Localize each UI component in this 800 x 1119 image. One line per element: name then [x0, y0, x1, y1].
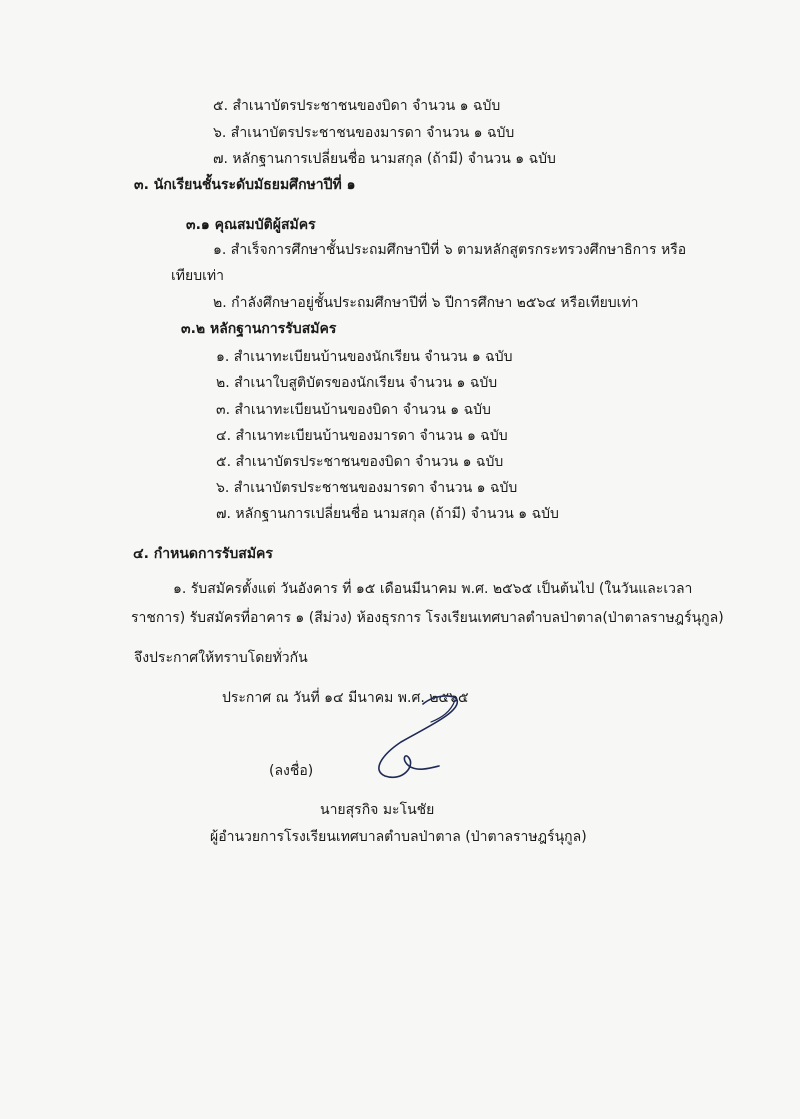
evidence-item-5: ๕. สำเนาบัตรประชาชนของบิดา จำนวน ๑ ฉบับ — [216, 454, 504, 470]
schedule-line-1: ๑. รับสมัครตั้งแต่ วันอังคาร ที่ ๑๕ เดือนมีนาคม พ.ศ. ๒๕๖๕ เป็นต้นไป (ในวันและเวลา — [173, 581, 693, 597]
intro-item-6: ๖. สำเนาบัตรประชาชนของมารดา จำนวน ๑ ฉบับ — [213, 125, 515, 141]
qualification-item-1: ๑. สำเร็จการศึกษาชั้นประถมศึกษาปีที่ ๖ ตามหลักสูตรกระทรวงศึกษาธิการ หรือ — [213, 242, 687, 258]
evidence-item-1: ๑. สำเนาทะเบียนบ้านของนักเรียน จำนวน ๑ ฉบับ — [216, 349, 513, 365]
signature-image — [355, 688, 485, 788]
announce-date: ประกาศ ณ วันที่ ๑๔ มีนาคม พ.ศ. ๒๕๖๕ — [222, 690, 469, 706]
section-4-heading: ๔. กำหนดการรับสมัคร — [133, 546, 273, 562]
section-3-2-heading: ๓.๒ หลักฐานการรับสมัคร — [181, 321, 337, 337]
closing-statement: จึงประกาศให้ทราบโดยทั่วกัน — [134, 650, 308, 666]
signer-title: ผู้อำนวยการโรงเรียนเทศบาลตำบลป่าตาล (ป่าตาลราษฎร์นุกูล) — [210, 829, 587, 845]
intro-item-5: ๕. สำเนาบัตรประชาชนของบิดา จำนวน ๑ ฉบับ — [213, 98, 501, 114]
signature-label: (ลงชื่อ) — [269, 763, 314, 779]
evidence-item-4: ๔. สำเนาทะเบียนบ้านของมารดา จำนวน ๑ ฉบับ — [216, 428, 508, 444]
evidence-item-7: ๗. หลักฐานการเปลี่ยนชื่อ นามสกุล (ถ้ามี) จำนวน ๑ ฉบับ — [216, 506, 559, 522]
qualification-item-2: ๒. กำลังศึกษาอยู่ชั้นประถมศึกษาปีที่ ๖ ปีการศึกษา ๒๕๖๔ หรือเทียบเท่า — [213, 295, 639, 311]
evidence-item-2: ๒. สำเนาใบสูติบัตรของนักเรียน จำนวน ๑ ฉบับ — [216, 375, 498, 391]
intro-item-7: ๗. หลักฐานการเปลี่ยนชื่อ นามสกุล (ถ้ามี) จำนวน ๑ ฉบับ — [213, 151, 556, 167]
evidence-item-3: ๓. สำเนาทะเบียนบ้านของบิดา จำนวน ๑ ฉบับ — [216, 402, 491, 418]
section-3-heading: ๓. นักเรียนชั้นระดับมัธยมศึกษาปีที่ ๑ — [134, 177, 356, 193]
section-3-1-heading: ๓.๑ คุณสมบัติผู้สมัคร — [186, 217, 316, 233]
signer-name: นายสุรกิจ มะโนชัย — [320, 802, 435, 818]
evidence-item-6: ๖. สำเนาบัตรประชาชนของมารดา จำนวน ๑ ฉบับ — [216, 480, 518, 496]
qualification-item-1-cont: เทียบเท่า — [171, 268, 224, 284]
schedule-line-2: ราชการ) รับสมัครที่อาคาร ๑ (สีม่วง) ห้องธุรการ โรงเรียนเทศบาลตำบลป่าตาล(ป่าตาลราษฎร์นุกูล) — [131, 610, 724, 626]
